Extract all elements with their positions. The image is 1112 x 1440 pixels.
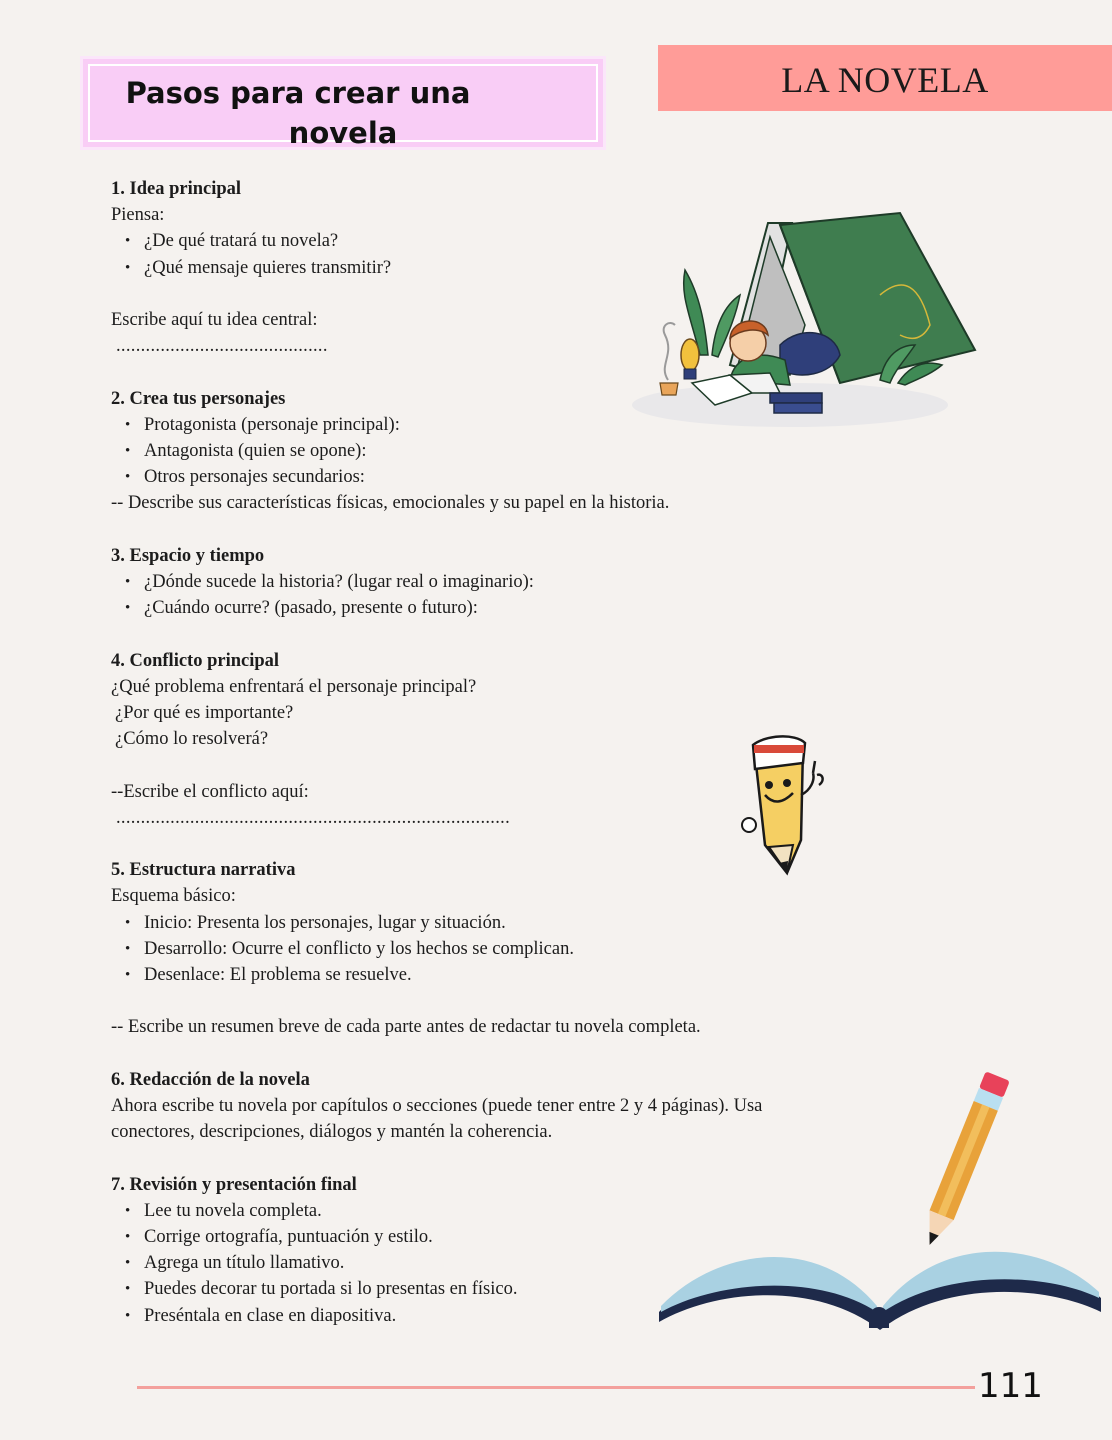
section-label: LA NOVELA: [781, 60, 989, 100]
step7-heading: 7. Revisión y presentación final: [111, 1174, 357, 1195]
list-item: • Lee tu novela completa.: [111, 1198, 871, 1224]
open-book-pencil-illustration: [655, 1060, 1105, 1332]
pencil-mascot-illustration: [735, 735, 830, 880]
list-item: • ¿Qué mensaje quieres transmitir?: [111, 255, 871, 281]
step5-heading: 5. Estructura narrativa: [111, 860, 296, 881]
list-item: • ¿Cuándo ocurre? (pasado, presente o futuro):: [111, 595, 871, 621]
step4-question2: ¿Por qué es importante?: [115, 703, 294, 723]
list-item: • Inicio: Presenta los personajes, lugar y situación.: [111, 910, 871, 936]
step5-note: -- Escribe un resumen breve de cada parte antes de redactar tu novela completa.: [111, 1017, 701, 1038]
step6-heading: 6. Redacción de la novela: [111, 1069, 310, 1090]
list-item: • Desarrollo: Ocurre el conflicto y los hechos se complican.: [111, 936, 871, 962]
step1-answer-line: ...........................................: [116, 336, 328, 357]
step4-question3: ¿Cómo lo resolverá?: [115, 729, 269, 750]
list-item: • Agrega un título llamativo.: [111, 1250, 871, 1276]
list-item: • ¿De qué tratará tu novela?: [111, 228, 871, 254]
reading-boy-illustration: [630, 205, 980, 435]
page-number: 111: [978, 1366, 1043, 1406]
step1-heading: 1. Idea principal: [111, 179, 242, 199]
footer-divider: [137, 1386, 975, 1389]
step5-intro: Esquema básico:: [111, 886, 236, 907]
step5-list: [111, 910, 871, 989]
step2-note: -- Describe sus características físicas, emocionales y su papel en la historia.: [111, 493, 670, 514]
step1-prompt: Escribe aquí tu idea central:: [111, 310, 318, 330]
page-title: [83, 73, 603, 153]
step4-prompt: --Escribe el conflicto aquí:: [111, 781, 309, 802]
list-item: • Otros personajes secundarios:: [111, 464, 871, 490]
step4-heading: 4. Conflicto principal: [111, 650, 280, 671]
list-item: • Puedes decorar tu portada si lo presentas en físico.: [111, 1276, 871, 1302]
step6-line1: Ahora escribe tu novela por capítulos o secciones (puede tener entre 2 y 4 páginas). Usa: [111, 1095, 763, 1116]
list-item: • Desenlace: El problema se resuelve.: [111, 962, 871, 988]
title-box: [80, 56, 606, 150]
list-item: • Antagonista (quien se opone):: [111, 438, 871, 464]
section-label-box: [658, 45, 1112, 111]
page-title-line2: novela: [288, 116, 398, 150]
list-item: • Corrige ortografía, puntuación y estilo.: [111, 1224, 871, 1250]
list-item: • Preséntala en clase en diapositiva.: [111, 1303, 871, 1329]
list-item: • Protagonista (personaje principal):: [111, 412, 871, 438]
step3-heading: 3. Espacio y tiempo: [111, 545, 265, 566]
step4-answer-line: ................................................................................: [116, 807, 510, 828]
step6-line2: conectores, descripciones, diálogos y mantén la coherencia.: [111, 1122, 553, 1143]
page-title-line1: Pasos para crear una: [125, 76, 471, 110]
step4-question1: ¿Qué problema enfrentará el personaje principal?: [111, 676, 477, 697]
step1-intro: Piensa:: [111, 205, 165, 226]
step2-heading: 2. Crea tus personajes: [111, 388, 286, 409]
list-item: • ¿Dónde sucede la historia? (lugar real o imaginario):: [111, 569, 871, 595]
step3-list: [111, 569, 871, 621]
